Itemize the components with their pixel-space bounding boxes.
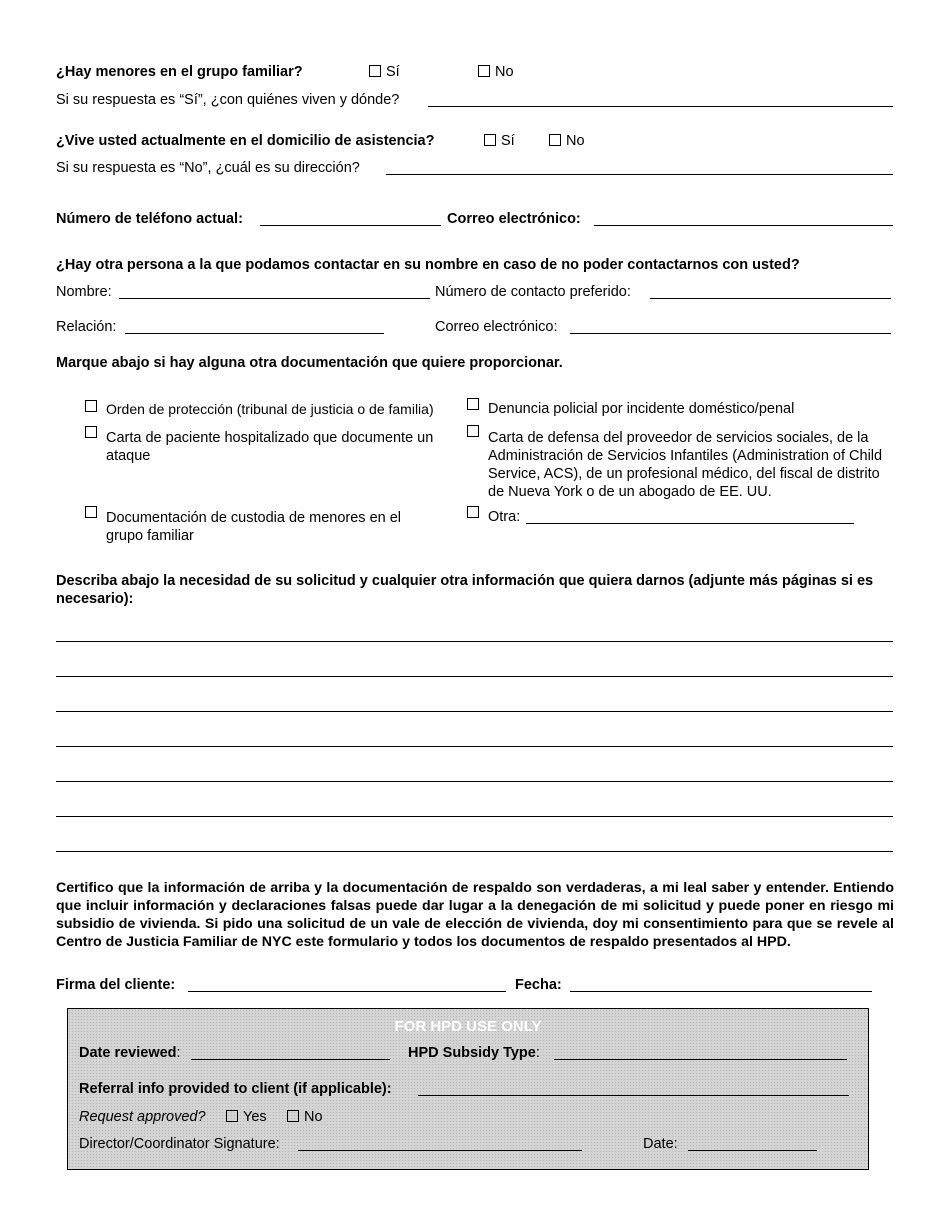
alt-contact-question: ¿Hay otra persona a la que podamos contactar en su nombre en caso de no poder contactarnos con usted? [56, 257, 800, 273]
doc-protection-order-checkbox[interactable] [85, 400, 97, 412]
doc-hospital-letter-checkbox[interactable] [85, 426, 97, 438]
minors-followup-field[interactable] [428, 92, 893, 107]
alt-email-label: Correo electrónico: [435, 319, 558, 335]
approved-no-checkbox[interactable] [287, 1110, 299, 1122]
residence-yes-option[interactable] [484, 133, 515, 149]
describe-line[interactable] [56, 746, 893, 747]
alt-name-field[interactable] [119, 284, 430, 299]
minors-yes-label: Sí [386, 64, 400, 80]
describe-line[interactable] [56, 641, 893, 642]
doc-hospital-letter-label: Carta de paciente hospitalizado que documente un ataque [106, 430, 434, 464]
minors-no-label: No [495, 64, 514, 80]
doc-custody-label: Documentación de custodia de menores en el grupo familiar [106, 510, 402, 544]
email-field[interactable] [594, 211, 893, 226]
doc-police-report-checkbox[interactable] [467, 398, 479, 410]
referral-label: Referral info provided to client (if applicable): [79, 1081, 392, 1097]
alt-email-field[interactable] [570, 319, 891, 334]
client-signature-label: Firma del cliente: [56, 977, 176, 993]
request-approved-label: Request approved? [79, 1109, 206, 1125]
documentation-heading: Marque abajo si hay alguna otra documentación que quiere proporcionar. [56, 355, 563, 371]
approved-yes-label: Yes [243, 1109, 267, 1125]
residence-no-label: No [566, 133, 585, 149]
minors-followup-label: Si su respuesta es “Sí”, ¿con quiénes viven y dónde? [56, 92, 400, 108]
describe-line[interactable] [56, 711, 893, 712]
email-label: Correo electrónico: [447, 211, 581, 227]
doc-protection-order-label: Orden de protección (tribunal de justicia o de familia) [106, 401, 434, 417]
describe-line[interactable] [56, 816, 893, 817]
doc-other-field[interactable] [526, 509, 854, 524]
minors-no-option[interactable] [478, 64, 514, 80]
residence-followup-label: Si su respuesta es “No”, ¿cuál es su dirección? [56, 160, 360, 176]
date-reviewed-field[interactable] [191, 1045, 390, 1060]
phone-field[interactable] [260, 211, 441, 226]
date-reviewed-row [79, 1045, 181, 1061]
client-date-label: Fecha: [515, 977, 562, 993]
residence-no-option[interactable] [549, 133, 585, 149]
hpd-use-only-box [67, 1008, 869, 1170]
alt-name-label: Nombre: [56, 284, 112, 300]
subsidy-type-colon: : [535, 1045, 540, 1061]
doc-custody-checkbox[interactable] [85, 506, 97, 518]
doc-police-report-label: Denuncia policial por incidente doméstico/penal [488, 401, 795, 417]
residence-yes-label: Sí [501, 133, 515, 149]
client-date-field[interactable] [570, 977, 872, 992]
doc-advocacy-letter-checkbox[interactable] [467, 425, 479, 437]
phone-label: Número de teléfono actual: [56, 211, 243, 227]
client-signature-field[interactable] [188, 977, 506, 992]
doc-other-label: Otra: [488, 509, 521, 525]
alt-relation-label: Relación: [56, 319, 117, 335]
approved-yes-option[interactable] [226, 1109, 267, 1125]
residence-no-checkbox[interactable] [549, 134, 561, 146]
describe-line[interactable] [56, 781, 893, 782]
describe-heading: Describa abajo la necesidad de su solicitud y cualquier otra información que quiera darnos (adjunte más páginas si es necesario): [56, 573, 874, 607]
alt-preferred-number-label: Número de contacto preferido: [435, 284, 631, 300]
hpd-box-title: FOR HPD USE ONLY [394, 1018, 542, 1035]
describe-line[interactable] [56, 851, 893, 852]
minors-question: ¿Hay menores en el grupo familiar? [56, 64, 303, 80]
subsidy-type-label: HPD Subsidy Type [408, 1045, 536, 1061]
approved-no-option[interactable] [287, 1109, 323, 1125]
residence-question: ¿Vive usted actualmente en el domicilio de asistencia? [56, 133, 435, 149]
subsidy-type-field[interactable] [554, 1045, 847, 1060]
hpd-date-label: Date: [643, 1136, 678, 1152]
alt-relation-field[interactable] [125, 319, 384, 334]
certification-text: Certifico que la información de arriba y la documentación de respaldo son verdaderas, a mi leal saber y entender. Entiendo que incluir información y declaraciones falsas puede dar lugar a la denegación de mi solicitud y puede poner en riesgo mi subsidio de vivienda. Si pido una solicitud de un vale de elección de vivienda, doy mi consentimiento para que se revele al Centro de Justicia Familiar de NYC este formulario y todos los documentos de respaldo presentados al HPD. [56, 880, 894, 950]
director-signature-field[interactable] [298, 1136, 582, 1151]
minors-yes-option[interactable] [369, 64, 400, 80]
subsidy-type-row [408, 1045, 540, 1061]
describe-line[interactable] [56, 676, 893, 677]
residence-address-field[interactable] [386, 160, 893, 175]
doc-advocacy-letter-label: Carta de defensa del proveedor de servicios sociales, de la Administración de Servicios Infantiles (Administration of Child Service, ACS), de un profesional médico, del fiscal de distrito de Nueva York o de un abogado de EE. UU. [488, 430, 883, 500]
approved-no-label: No [304, 1109, 323, 1125]
minors-yes-checkbox[interactable] [369, 65, 381, 77]
alt-preferred-number-field[interactable] [650, 284, 891, 299]
approved-yes-checkbox[interactable] [226, 1110, 238, 1122]
residence-yes-checkbox[interactable] [484, 134, 496, 146]
minors-no-checkbox[interactable] [478, 65, 490, 77]
hpd-date-field[interactable] [688, 1136, 817, 1151]
date-reviewed-colon: : [176, 1045, 181, 1061]
referral-field[interactable] [418, 1081, 849, 1096]
doc-other-checkbox[interactable] [467, 506, 479, 518]
director-signature-label: Director/Coordinator Signature: [79, 1136, 280, 1152]
date-reviewed-label: Date reviewed [79, 1045, 177, 1061]
